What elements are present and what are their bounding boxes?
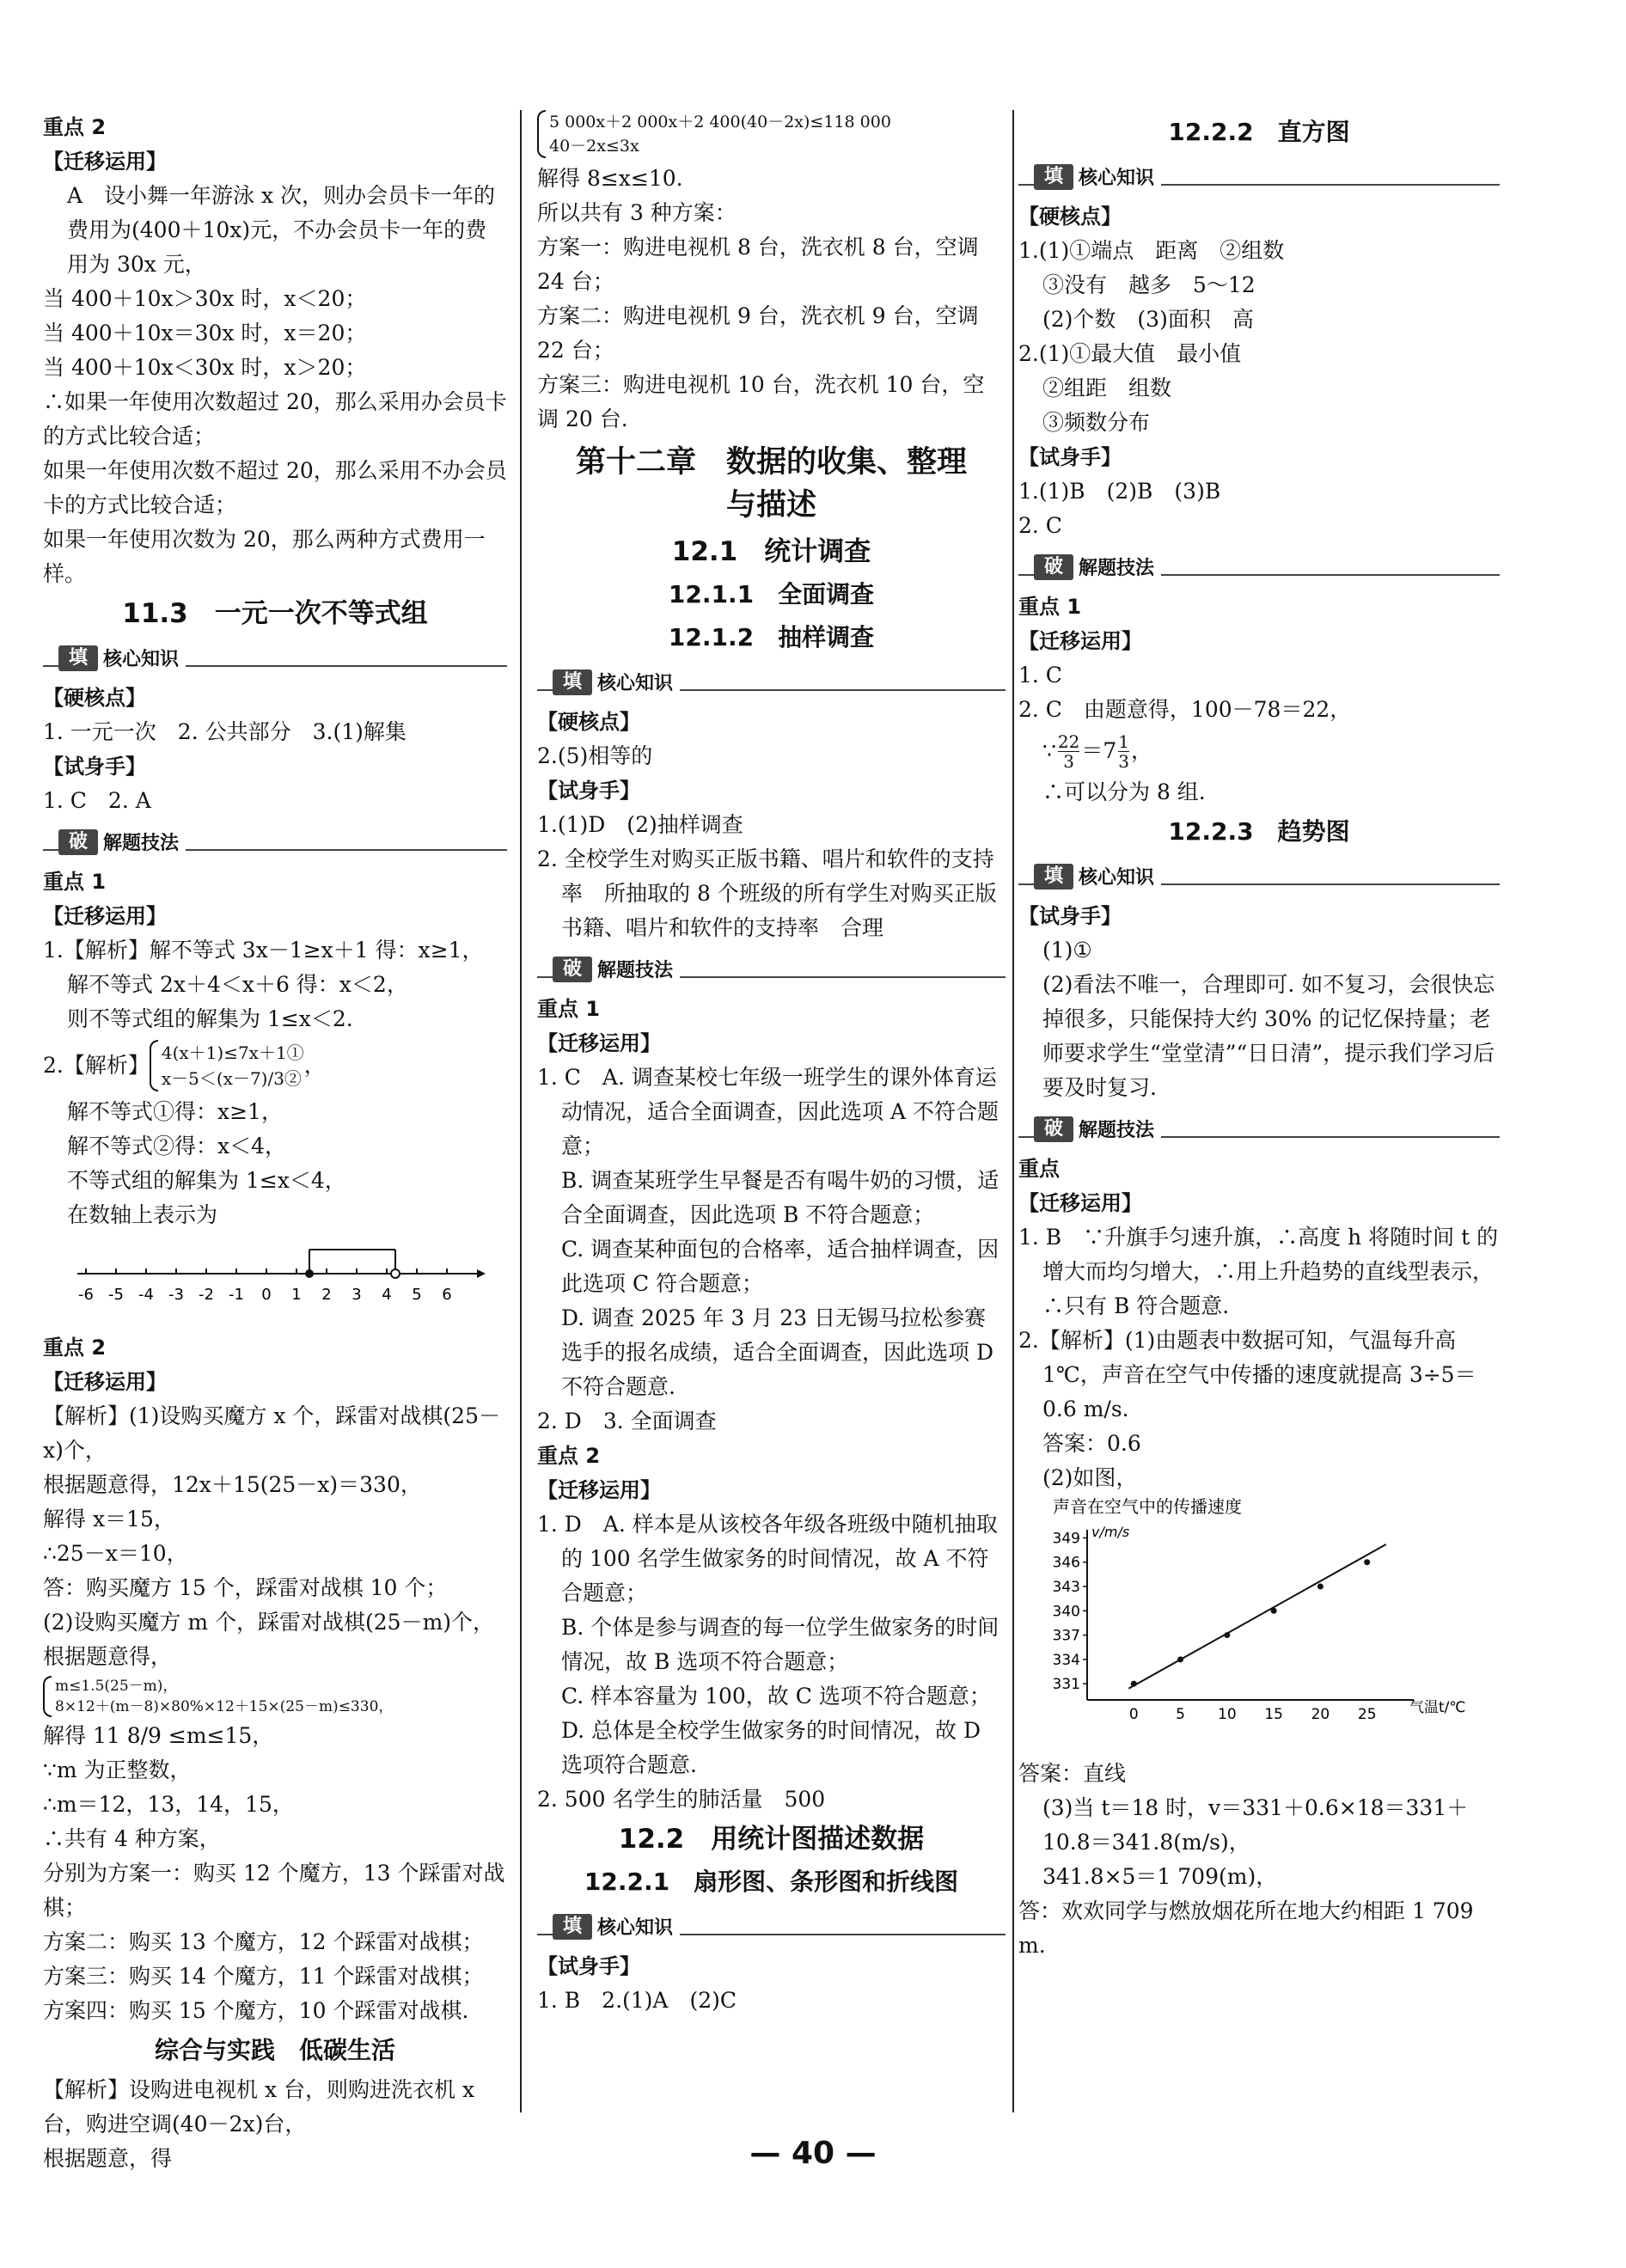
answer-text: ③频数分布 xyxy=(1042,410,1151,435)
banner-title: 核心知识 xyxy=(597,1917,674,1939)
series-line xyxy=(1128,1544,1385,1689)
y-tick-label: 343 xyxy=(1052,1579,1080,1596)
inequality-system xyxy=(43,1676,507,1717)
number-line-tick-label: 4 xyxy=(382,1286,392,1304)
data-point xyxy=(1224,1632,1230,1638)
banner-tag: 破 xyxy=(553,957,592,982)
answer-text: (2)个数 (3)面积 高 xyxy=(1042,307,1254,332)
answer-text: 根据题意，得 xyxy=(43,2146,173,2171)
chapter-title: 与描述 xyxy=(725,488,816,523)
answer-text: ∵m 为正整数， xyxy=(43,1758,192,1782)
system-row: x－5＜(x－7)/3② xyxy=(161,1068,302,1089)
answer-text: 1. D A. 样本是从该校各年级各班级中随机抽取的 100 名学生做家务的时间情况，故 A 不符合题意； xyxy=(537,1512,998,1605)
answer-text: 当 400＋10x＝30x 时，x＝20； xyxy=(43,321,367,345)
answer-text: ∴25－x＝10， xyxy=(43,1541,188,1566)
try-heading: 【试身手】 xyxy=(1018,445,1122,469)
answer-text: 1.(1)D (2)抽样调查 xyxy=(537,812,743,837)
x-tick-label: 5 xyxy=(1176,1706,1185,1723)
technique-banner xyxy=(43,823,507,861)
number-line-tick-label: -3 xyxy=(168,1286,184,1304)
subsection-title: 12.1.1 全面调查 xyxy=(668,580,875,608)
system-row: 5 000x＋2 000x＋2 400(40－2x)≤118 000 xyxy=(549,113,891,131)
answer-text: 解得 11 8/9 ≤m≤15， xyxy=(43,1723,274,1748)
fraction xyxy=(1118,732,1129,771)
y-tick-label: 331 xyxy=(1052,1676,1080,1694)
core-points-heading: 【硬核点】 xyxy=(1018,205,1122,229)
section-title: 11.3 一元一次不等式组 xyxy=(122,598,428,629)
column-divider-2 xyxy=(1012,110,1014,2112)
number-line-tick-label: 2 xyxy=(321,1286,332,1304)
answer-text: 分别为方案一：购买 12 个魔方，13 个踩雷对战棋； xyxy=(43,1861,505,1920)
practice-heading: 【迁移运用】 xyxy=(537,1478,661,1502)
answer-text: 方案二：购买 13 个魔方，12 个踩雷对战棋； xyxy=(43,1929,484,1954)
answer-text: 答案：0.6 xyxy=(1042,1431,1141,1456)
fraction xyxy=(1058,732,1079,771)
fraction-line xyxy=(1018,727,1500,775)
banner-tag: 破 xyxy=(1034,554,1073,580)
answer-text: ∴m＝12，13，14，15， xyxy=(43,1792,294,1817)
data-point xyxy=(1317,1584,1323,1590)
math-symbol: ∵ xyxy=(1042,738,1056,763)
banner-title: 核心知识 xyxy=(1079,867,1155,889)
answer-text: 1. C 2. A xyxy=(43,788,151,813)
chart-title: 声音在空气中的传播速度 xyxy=(1053,1496,1242,1517)
answer-text: 所以共有 3 种方案： xyxy=(537,200,737,225)
number-line-tick-label: -4 xyxy=(138,1286,154,1304)
technique-banner xyxy=(1018,1110,1500,1148)
banner-title: 解题技法 xyxy=(1079,558,1155,579)
answer-text: ∴可以分为 8 组. xyxy=(1042,779,1206,804)
core-knowledge-banner xyxy=(537,1908,1006,1946)
banner-tag: 填 xyxy=(553,669,592,695)
answer-text: 1.(1)①端点 距离 ②组数 xyxy=(1018,238,1285,263)
practice-heading: 【迁移运用】 xyxy=(43,904,167,928)
number-line xyxy=(43,1232,490,1327)
math-symbol: ， xyxy=(1131,738,1153,763)
answer-text: 方案二：购进电视机 9 台，洗衣机 9 台，空调 22 台； xyxy=(537,303,979,363)
answer-text: B. 个体是参与调查的每一位学生做家务的时间情况，故 B 选项不符合题意； xyxy=(561,1615,999,1674)
data-point xyxy=(1177,1656,1183,1662)
key-point-heading: 重点 1 xyxy=(43,870,107,894)
practice-heading: 【迁移运用】 xyxy=(1018,1191,1142,1215)
answer-text: ∴如果一年使用次数超过 20，那么采用办会员卡的方式比较合适； xyxy=(43,389,507,449)
system-row: 40－2x≤3x xyxy=(549,137,639,156)
line-chart xyxy=(1018,1495,1482,1753)
banner-tag: 破 xyxy=(1034,1116,1073,1142)
key-point-heading: 重点 xyxy=(1018,1157,1060,1181)
answer-text: 答：购买魔方 15 个，踩雷对战棋 10 个； xyxy=(43,1575,448,1600)
answer-text: (3)当 t＝18 时，v＝331＋0.6×18＝331＋10.8＝341.8(m/s)， xyxy=(1042,1795,1469,1855)
answer-text: C. 样本容量为 100，故 C 选项不符合题意； xyxy=(561,1684,991,1709)
banner-tag: 破 xyxy=(58,829,98,855)
answer-text: 当 400＋10x＜30x 时，x＞20； xyxy=(43,355,367,380)
x-axis-label: 气温t/℃ xyxy=(1409,1699,1466,1716)
section-title: 12.1 统计调查 xyxy=(671,536,871,567)
data-point xyxy=(1364,1559,1370,1565)
answer-text: (2)设购买魔方 m 个，踩雷对战棋(25－m)个，根据题意得， xyxy=(43,1610,495,1669)
answer-text: ②组距 组数 xyxy=(1042,376,1172,400)
answer-text: 1.【解析】解不等式 3x－1≥x＋1 得：x≥1， xyxy=(43,938,484,963)
page-number: — 40 — xyxy=(749,2136,877,2171)
answer-text: 2. 全校学生对购买正版书籍、唱片和软件的支持率 所抽取的 8 个班级的所有学生对购买正版书籍、唱片和软件的支持率 合理 xyxy=(537,847,997,940)
core-knowledge-banner xyxy=(43,639,507,677)
banner-title: 核心知识 xyxy=(1079,168,1155,189)
answer-text: 1.(1)B (2)B (3)B xyxy=(1018,479,1221,504)
x-tick-label: 0 xyxy=(1128,1706,1139,1723)
x-tick-label: 25 xyxy=(1357,1706,1377,1723)
practice-heading: 【迁移运用】 xyxy=(537,1031,661,1055)
answer-text: 2. D 3. 全面调查 xyxy=(537,1409,717,1434)
answer-text: 1. C xyxy=(1018,663,1062,688)
y-tick-label: 346 xyxy=(1052,1554,1080,1572)
column-divider-1 xyxy=(520,110,522,2112)
answer-text: 方案三：购进电视机 10 台，洗衣机 10 台，空调 20 台. xyxy=(537,372,985,431)
try-heading: 【试身手】 xyxy=(1018,904,1122,928)
technique-banner xyxy=(537,951,1006,988)
numerator: 1 xyxy=(1118,731,1129,752)
x-tick-label: 15 xyxy=(1264,1706,1283,1723)
chapter-title: 第十二章 数据的收集、整理 xyxy=(575,445,967,480)
number-line-tick-label: -6 xyxy=(78,1286,94,1304)
column-3 xyxy=(1018,110,1500,1963)
answer-text: 则不等式组的解集为 1≤x＜2. xyxy=(67,1006,353,1031)
answer-text: (2)如图， xyxy=(1042,1465,1138,1490)
data-point xyxy=(1271,1608,1277,1614)
answer-text: 方案一：购进电视机 8 台，洗衣机 8 台，空调 24 台； xyxy=(537,235,979,294)
answer-text: 方案四：购买 15 个魔方，10 个踩雷对战棋. xyxy=(43,1998,469,2023)
practice-heading: 【迁移运用】 xyxy=(43,150,167,174)
number-line-tick-label: 0 xyxy=(261,1286,272,1304)
math-symbol: ＝7 xyxy=(1081,738,1117,763)
answer-text: 1. C A. 调查某校七年级一班学生的课外体育运动情况，适合全面调查，因此选项 A 不符合题意； xyxy=(537,1065,999,1158)
key-point-heading: 重点 1 xyxy=(1018,595,1082,619)
answer-text: 解得 x＝15， xyxy=(43,1507,175,1531)
subsection-title: 12.2.3 趋势图 xyxy=(1168,817,1350,846)
column-2 xyxy=(537,110,1006,2018)
answer-text: 当 400＋10x＞30x 时，x＜20； xyxy=(43,286,367,311)
answer-text: (1)① xyxy=(1042,938,1092,963)
number-line-tick-label: 1 xyxy=(291,1286,302,1304)
banner-title: 核心知识 xyxy=(597,673,674,694)
data-point xyxy=(1131,1681,1137,1687)
banner-title: 核心知识 xyxy=(103,649,180,670)
answer-text: 【解析】(1)设购买魔方 x 个，踩雷对战棋(25－x)个， xyxy=(43,1403,500,1463)
system-row: 4(x＋1)≤7x＋1① xyxy=(161,1042,304,1063)
answer-text: 2.【解析】(1)由题表中数据可知，气温每升高 1℃，声音在空气中传播的速度就提高 3÷5＝0.6 m/s. xyxy=(1018,1328,1476,1421)
subsection-title: 12.2.1 扇形图、条形图和折线图 xyxy=(584,1868,959,1896)
answer-text: 解不等式①得：x≥1， xyxy=(67,1099,283,1124)
core-points-heading: 【硬核点】 xyxy=(43,686,146,710)
banner-tag: 填 xyxy=(1034,864,1073,889)
answer-text: ∴共有 4 种方案， xyxy=(43,1826,221,1851)
banner-title: 解题技法 xyxy=(1079,1120,1155,1141)
answer-text: 2. C 由题意得，100－78＝22， xyxy=(1018,697,1352,722)
banner-tag: 填 xyxy=(553,1914,592,1940)
key-point-heading: 重点 1 xyxy=(537,997,601,1021)
answer-text: 答：欢欢同学与燃放烟花所在地大约相距 1 709 m. xyxy=(1018,1898,1474,1958)
closed-point xyxy=(305,1269,314,1278)
y-tick-label: 334 xyxy=(1052,1651,1080,1669)
number-line-tick-label: 3 xyxy=(351,1286,362,1304)
practice-heading: 【迁移运用】 xyxy=(43,1370,167,1394)
answer-text: 【解析】设购进电视机 x 台，则购进洗衣机 x 台，购进空调(40－2x)台， xyxy=(43,2077,475,2137)
key-point-heading: 重点 2 xyxy=(537,1444,601,1468)
answer-text: D. 调查 2025 年 3 月 23 日无锡马拉松参赛选手的报名成绩，适合全面调查，因此选项 D 不符合题意. xyxy=(561,1305,993,1399)
answer-text: B. 调查某班学生早餐是否有喝牛奶的习惯，适合全面调查，因此选项 B 不符合题意； xyxy=(561,1168,999,1227)
open-point xyxy=(391,1269,400,1278)
banner-title: 解题技法 xyxy=(103,833,180,854)
inequality-system: 2.【解析】 4(x＋1)≤7x＋1① x－5＜(x－7)/3② ， xyxy=(43,1040,507,1091)
y-tick-label: 340 xyxy=(1052,1603,1080,1621)
number-line-tick-label: 6 xyxy=(442,1286,452,1304)
banner-title: 解题技法 xyxy=(597,960,674,981)
answer-text: 如果一年使用次数为 20，那么两种方式费用一样。 xyxy=(43,527,486,586)
denominator: 3 xyxy=(1118,750,1129,772)
core-points-heading: 【硬核点】 xyxy=(537,710,640,734)
banner-tag: 填 xyxy=(1034,164,1073,190)
answer-text: 1. B ∵升旗手匀速升旗，∴高度 h 将随时间 t 的增大而均匀增大，∴用上升趋势的直线型表示，∴只有 B 符合题意. xyxy=(1018,1225,1499,1318)
core-knowledge-banner xyxy=(1018,858,1500,896)
subsection-title: 12.2.2 直方图 xyxy=(1168,118,1350,146)
try-heading: 【试身手】 xyxy=(537,1954,640,1978)
answer-text: 方案三：购买 14 个魔方，11 个踩雷对战棋； xyxy=(43,1964,484,1989)
practice-heading: 【迁移运用】 xyxy=(1018,629,1142,653)
system-row: 8×12＋(m－8)×80%×12＋15×(25－m)≤330， xyxy=(55,1698,394,1715)
column-1 xyxy=(43,110,507,2176)
answer-text: 根据题意得，12x＋15(25－x)＝330， xyxy=(43,1472,422,1497)
number-line-tick-label: 5 xyxy=(412,1286,422,1304)
core-knowledge-banner xyxy=(1018,158,1500,196)
answer-text: 如果一年使用次数不超过 20，那么采用不办会员卡的方式比较合适； xyxy=(43,458,507,517)
answer-text: (2)看法不唯一，合理即可. 如不复习，会很快忘掉很多，只能保持大约 30% 的记忆保持量；老师要求学生“堂堂清”“日日清”，提示我们学习后要及时复习. xyxy=(1042,972,1495,1100)
answer-text: 在数轴上表示为 xyxy=(67,1202,218,1227)
y-axis-label: v/m/s xyxy=(1091,1524,1130,1540)
x-tick-label: 10 xyxy=(1218,1706,1237,1723)
technique-banner xyxy=(1018,548,1500,586)
answer-text: D. 总体是全校学生做家务的时间情况，故 D 选项符合题意. xyxy=(561,1718,981,1777)
key-point-heading: 重点 2 xyxy=(43,1336,107,1360)
answer-text: C. 调查某种面包的合格率，适合抽样调查，因此选项 C 符合题意； xyxy=(561,1237,999,1296)
try-heading: 【试身手】 xyxy=(537,779,640,803)
denominator: 3 xyxy=(1063,750,1074,772)
answer-text: 1. B 2.(1)A (2)C xyxy=(537,1988,737,2013)
answer-text: 解不等式②得：x＜4， xyxy=(67,1134,287,1158)
answer-text: 341.8×5＝1 709(m)， xyxy=(1042,1864,1278,1889)
y-tick-label: 337 xyxy=(1052,1627,1080,1645)
number-line-tick-label: -1 xyxy=(229,1286,244,1304)
banner-tag: 填 xyxy=(58,645,98,671)
numerator: 22 xyxy=(1057,731,1080,752)
answer-text: 答案：直线 xyxy=(1018,1761,1127,1786)
number-line-tick-label: -2 xyxy=(199,1286,214,1304)
inequality-system xyxy=(537,110,1006,158)
answer-text: 2. C xyxy=(1018,513,1062,538)
answer-text: ③没有 越多 5～12 xyxy=(1042,272,1256,297)
number-line-tick-label: -5 xyxy=(108,1286,124,1304)
x-tick-label: 20 xyxy=(1311,1706,1330,1723)
answer-text: A 设小舞一年游泳 x 次，则办会员卡一年的费用为(400＋10x)元，不办会员卡一年的费用为 30x 元， xyxy=(67,183,496,277)
try-heading: 【试身手】 xyxy=(43,755,146,779)
section-title: 综合与实践 低碳生活 xyxy=(154,2036,395,2064)
answer-text: 2.(5)相等的 xyxy=(537,743,653,768)
answer-text: 2. 500 名学生的肺活量 500 xyxy=(537,1787,826,1812)
answer-text: 解不等式 2x＋4＜x＋6 得：x＜2， xyxy=(67,972,408,997)
answer-text: 1. 一元一次 2. 公共部分 3.(1)解集 xyxy=(43,719,406,744)
y-tick-label: 349 xyxy=(1052,1530,1080,1548)
section-title: 12.2 用统计图描述数据 xyxy=(618,1824,925,1855)
core-knowledge-banner xyxy=(537,663,1006,701)
system-row: m≤1.5(25－m)， xyxy=(55,1678,178,1695)
key-point-heading: 重点 2 xyxy=(43,115,107,139)
subsection-title: 12.1.2 抽样调查 xyxy=(668,623,875,651)
answer-label: 2.【解析】 xyxy=(43,1053,150,1078)
answer-text: 2.(1)①最大值 最小值 xyxy=(1018,341,1242,366)
answer-text: 解得 8≤x≤10. xyxy=(537,166,683,191)
answer-text: 不等式组的解集为 1≤x＜4， xyxy=(67,1168,346,1193)
